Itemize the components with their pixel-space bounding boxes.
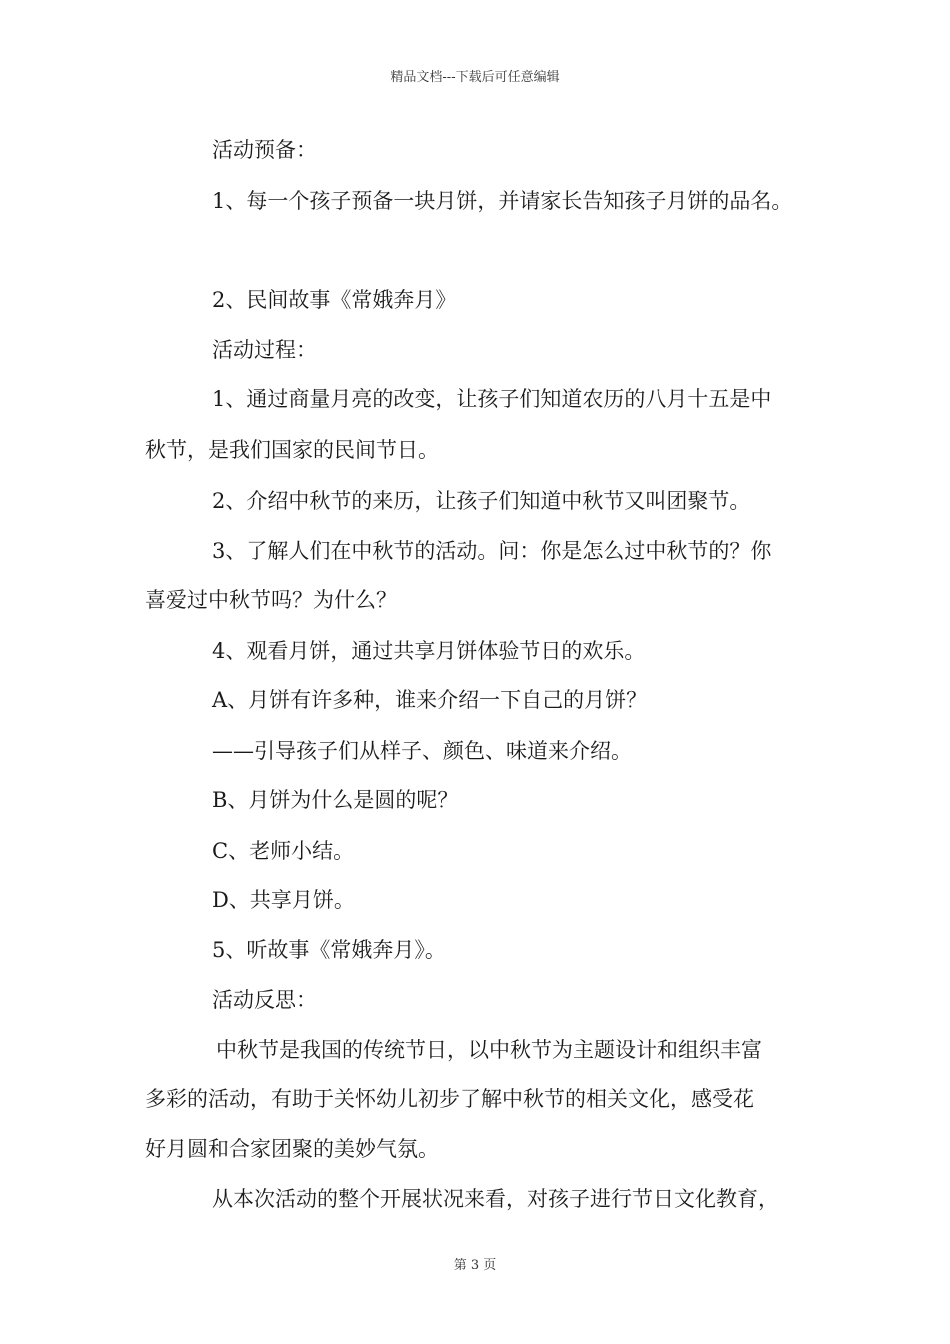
paragraph-line: 3、了解人们在中秋节的活动。问：你是怎么过中秋节的？你 <box>212 539 772 563</box>
page-number: 第 3 页 <box>453 1258 497 1273</box>
paragraph-line: 1、每一个孩子预备一块月饼，并请家长告知孩子月饼的品名。 <box>212 189 793 213</box>
paragraph-line: 1、通过商量月亮的改变，让孩子们知道农历的八月十五是中 <box>212 387 772 411</box>
paragraph-line: 喜爱过中秋节吗？为什么？ <box>145 588 397 612</box>
section-heading-preparation: 活动预备： <box>212 138 317 162</box>
paragraph-line: 多彩的活动，有助于关怀幼儿初步了解中秋节的相关文化，感受花 <box>145 1087 754 1111</box>
paragraph-line: C、老师小结。 <box>212 839 355 863</box>
paragraph-line: 4、观看月饼，通过共享月饼体验节日的欢乐。 <box>212 639 646 663</box>
paragraph-line: 秋节，是我们国家的民间节日。 <box>145 438 439 462</box>
paragraph-line: ——引导孩子们从样子、颜色、味道来介绍。 <box>212 739 632 763</box>
page-header: 精品文档---下载后可任意编辑 <box>390 70 560 85</box>
paragraph-line: B、月饼为什么是圆的呢？ <box>212 788 459 812</box>
section-heading-reflection: 活动反思： <box>212 988 317 1012</box>
paragraph-line: D、共享月饼。 <box>212 888 355 912</box>
paragraph-line: 好月圆和合家团聚的美妙气氛。 <box>145 1137 439 1161</box>
paragraph-line: 2、介绍中秋节的来历，让孩子们知道中秋节又叫团聚节。 <box>212 489 751 513</box>
paragraph-line: 中秋节是我国的传统节日，以中秋节为主题设计和组织丰富 <box>216 1038 762 1062</box>
paragraph-line: 从本次活动的整个开展状况来看，对孩子进行节日文化教育， <box>212 1187 779 1211</box>
paragraph-line: 5、听故事《常娥奔月》。 <box>212 938 446 962</box>
paragraph-line: A、月饼有许多种，谁来介绍一下自己的月饼？ <box>212 688 648 712</box>
paragraph-line: 2、民间故事《常娥奔月》 <box>212 288 457 312</box>
section-heading-process: 活动过程： <box>212 338 317 362</box>
